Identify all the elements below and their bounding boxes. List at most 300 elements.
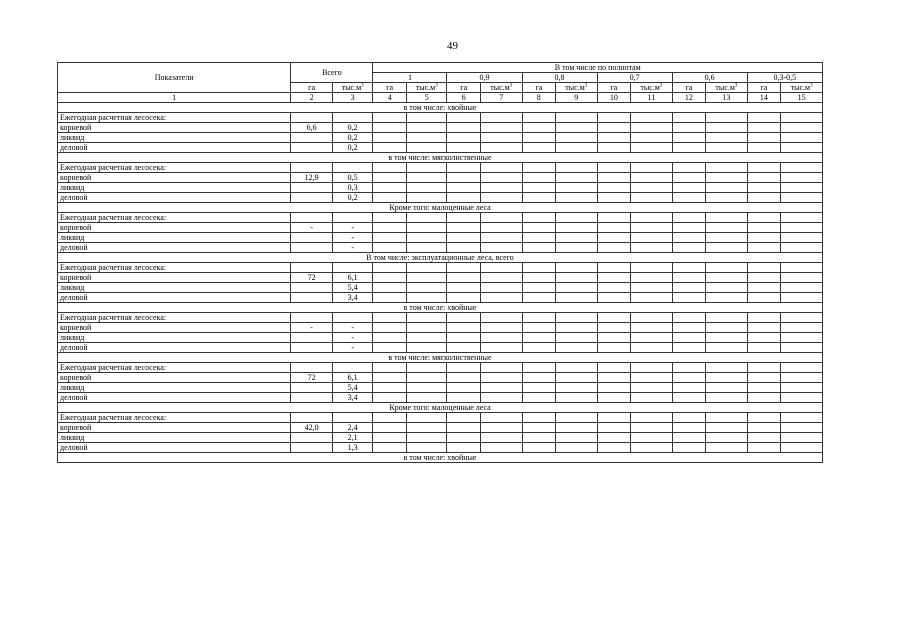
density-cell	[556, 113, 598, 123]
section-title: в том числе: хвойные	[58, 103, 823, 113]
unit-vol-text: тыс.м	[640, 83, 660, 92]
density-cell	[631, 323, 673, 333]
density-cell	[480, 133, 522, 143]
column-number: 11	[631, 93, 673, 103]
density-cell	[556, 343, 598, 353]
density-cell	[556, 193, 598, 203]
column-number: 6	[447, 93, 480, 103]
density-cell	[597, 243, 630, 253]
forest-harvest-table	[57, 62, 823, 463]
density-cell	[597, 163, 630, 173]
total-volume-cell: 0,2	[332, 133, 373, 143]
density-cell	[447, 133, 480, 143]
density-cell	[556, 213, 598, 223]
density-cell	[480, 233, 522, 243]
density-cell	[747, 113, 780, 123]
section-title-row	[58, 303, 823, 313]
density-cell	[480, 243, 522, 253]
density-cell	[480, 173, 522, 183]
density-cell	[631, 373, 673, 383]
section-title-row	[58, 403, 823, 413]
density-cell	[631, 163, 673, 173]
density-cell	[373, 173, 406, 183]
density-cell	[781, 283, 823, 293]
density-cell	[480, 113, 522, 123]
density-cell	[447, 183, 480, 193]
density-cell	[781, 163, 823, 173]
density-cell	[373, 143, 406, 153]
density-cell	[406, 333, 447, 343]
table-row	[58, 283, 823, 293]
density-cell	[747, 273, 780, 283]
unit-ha: га	[747, 83, 780, 93]
density-cell	[373, 233, 406, 243]
header-density: 0,3-0,5	[747, 73, 822, 83]
total-volume-cell: 0,3	[332, 183, 373, 193]
table-row	[58, 323, 823, 333]
density-cell	[631, 243, 673, 253]
column-number: 4	[373, 93, 406, 103]
density-cell	[672, 143, 705, 153]
table-row	[58, 183, 823, 193]
density-cell	[522, 383, 555, 393]
table-body	[58, 63, 823, 463]
header-row-1	[58, 63, 823, 73]
density-cell	[406, 243, 447, 253]
density-cell	[781, 393, 823, 403]
row-label: ликвид	[58, 183, 291, 193]
total-volume-cell: 2,4	[332, 423, 373, 433]
total-volume-cell: 2,1	[332, 433, 373, 443]
row-label: ликвид	[58, 283, 291, 293]
unit-ha: га	[291, 83, 333, 93]
row-label: корневой	[58, 323, 291, 333]
row-label: ликвид	[58, 133, 291, 143]
unit-vol	[332, 83, 373, 93]
density-cell	[556, 423, 598, 433]
density-cell	[522, 443, 555, 453]
density-cell	[373, 393, 406, 403]
density-cell	[631, 133, 673, 143]
density-cell	[522, 433, 555, 443]
density-cell	[556, 333, 598, 343]
density-cell	[522, 283, 555, 293]
total-ha-cell: 42,0	[291, 423, 333, 433]
density-cell	[672, 273, 705, 283]
table-row	[58, 213, 823, 223]
density-cell	[631, 173, 673, 183]
density-cell	[706, 443, 748, 453]
density-cell	[373, 433, 406, 443]
column-number: 2	[291, 93, 333, 103]
density-cell	[522, 293, 555, 303]
density-cell	[556, 413, 598, 423]
density-cell	[447, 283, 480, 293]
density-cell	[480, 143, 522, 153]
density-cell	[672, 313, 705, 323]
row-label: ликвид	[58, 233, 291, 243]
unit-vol-text: тыс.м	[415, 83, 436, 92]
table-row	[58, 263, 823, 273]
density-cell	[672, 443, 705, 453]
unit-vol-superscript: 3	[584, 83, 588, 89]
row-label: ликвид	[58, 433, 291, 443]
section-title-row	[58, 103, 823, 113]
density-cell	[480, 323, 522, 333]
table-row	[58, 363, 823, 373]
density-cell	[597, 273, 630, 283]
header-total: Всего	[291, 63, 373, 83]
density-cell	[373, 413, 406, 423]
density-cell	[406, 173, 447, 183]
total-ha-cell: 6,6	[291, 123, 333, 133]
density-cell	[406, 233, 447, 243]
table-row	[58, 173, 823, 183]
density-cell	[406, 313, 447, 323]
table-row	[58, 343, 823, 353]
density-cell	[480, 363, 522, 373]
total-ha-cell	[291, 263, 333, 273]
density-cell	[597, 323, 630, 333]
density-cell	[522, 413, 555, 423]
row-label: корневой	[58, 423, 291, 433]
density-cell	[631, 263, 673, 273]
density-cell	[447, 163, 480, 173]
density-cell	[447, 333, 480, 343]
density-cell	[373, 113, 406, 123]
total-volume-cell: 0,2	[332, 193, 373, 203]
density-cell	[781, 383, 823, 393]
section-title-row	[58, 253, 823, 263]
column-number: 3	[332, 93, 373, 103]
density-cell	[597, 443, 630, 453]
total-volume-cell	[332, 113, 373, 123]
column-number: 5	[406, 93, 447, 103]
density-cell	[556, 163, 598, 173]
density-cell	[522, 183, 555, 193]
row-label: деловой	[58, 243, 291, 253]
density-cell	[373, 423, 406, 433]
section-title-row	[58, 203, 823, 213]
density-cell	[781, 313, 823, 323]
total-ha-cell	[291, 193, 333, 203]
row-label: корневой	[58, 223, 291, 233]
density-cell	[781, 413, 823, 423]
table-row	[58, 233, 823, 243]
density-cell	[747, 123, 780, 133]
density-cell	[373, 333, 406, 343]
density-cell	[556, 263, 598, 273]
unit-vol-text: тыс.м	[790, 83, 811, 92]
density-cell	[480, 343, 522, 353]
density-cell	[672, 393, 705, 403]
density-cell	[747, 293, 780, 303]
density-cell	[522, 373, 555, 383]
table-row	[58, 423, 823, 433]
total-volume-cell: -	[332, 223, 373, 233]
total-ha-cell	[291, 163, 333, 173]
table-row	[58, 243, 823, 253]
unit-vol	[781, 83, 823, 93]
density-cell	[747, 393, 780, 403]
total-volume-cell: 5,4	[332, 283, 373, 293]
total-volume-cell: 0,5	[332, 173, 373, 183]
density-cell	[706, 133, 748, 143]
density-cell	[747, 233, 780, 243]
table-row	[58, 113, 823, 123]
total-ha-cell	[291, 343, 333, 353]
density-cell	[406, 323, 447, 333]
density-cell	[522, 263, 555, 273]
table-row	[58, 193, 823, 203]
density-cell	[373, 243, 406, 253]
density-cell	[447, 373, 480, 383]
unit-ha: га	[522, 83, 555, 93]
row-label: Ежегодная расчетная лесосека:	[58, 263, 291, 273]
density-cell	[631, 143, 673, 153]
density-cell	[373, 373, 406, 383]
density-cell	[747, 173, 780, 183]
density-cell	[781, 433, 823, 443]
section-title: В том числе: эксплуатационные леса, всего	[58, 253, 823, 263]
density-cell	[781, 293, 823, 303]
total-ha-cell	[291, 443, 333, 453]
density-cell	[631, 423, 673, 433]
density-cell	[447, 123, 480, 133]
density-cell	[672, 233, 705, 243]
density-cell	[373, 263, 406, 273]
density-cell	[522, 333, 555, 343]
density-cell	[556, 223, 598, 233]
total-volume-cell: 3,4	[332, 293, 373, 303]
unit-vol	[706, 83, 748, 93]
column-number: 13	[706, 93, 748, 103]
density-cell	[556, 323, 598, 333]
density-cell	[672, 113, 705, 123]
unit-vol	[556, 83, 598, 93]
density-cell	[631, 443, 673, 453]
density-cell	[447, 313, 480, 323]
density-cell	[597, 223, 630, 233]
density-cell	[522, 323, 555, 333]
density-cell	[480, 313, 522, 323]
unit-ha: га	[597, 83, 630, 93]
density-cell	[747, 343, 780, 353]
density-cell	[706, 283, 748, 293]
density-cell	[556, 373, 598, 383]
density-cell	[406, 383, 447, 393]
density-cell	[447, 233, 480, 243]
unit-ha: га	[447, 83, 480, 93]
density-cell	[781, 363, 823, 373]
density-cell	[447, 243, 480, 253]
density-cell	[597, 283, 630, 293]
table-row	[58, 373, 823, 383]
density-cell	[747, 413, 780, 423]
total-volume-cell: 0,2	[332, 123, 373, 133]
total-ha-cell	[291, 413, 333, 423]
density-cell	[706, 323, 748, 333]
total-volume-cell: 0,2	[332, 143, 373, 153]
density-cell	[706, 123, 748, 133]
unit-ha: га	[672, 83, 705, 93]
density-cell	[706, 373, 748, 383]
density-cell	[747, 383, 780, 393]
density-cell	[556, 143, 598, 153]
density-cell	[706, 193, 748, 203]
density-cell	[522, 363, 555, 373]
total-volume-cell: 1,3	[332, 443, 373, 453]
density-cell	[556, 133, 598, 143]
density-cell	[480, 333, 522, 343]
density-cell	[672, 193, 705, 203]
table-row	[58, 443, 823, 453]
density-cell	[781, 233, 823, 243]
total-ha-cell: 12,9	[291, 173, 333, 183]
header-by-density: В том числе по полнотам	[373, 63, 823, 73]
total-ha-cell	[291, 233, 333, 243]
density-cell	[522, 313, 555, 323]
total-volume-cell: -	[332, 343, 373, 353]
column-numbers-row	[58, 93, 823, 103]
density-cell	[706, 113, 748, 123]
density-cell	[480, 393, 522, 403]
density-cell	[556, 383, 598, 393]
density-cell	[672, 283, 705, 293]
density-cell	[706, 423, 748, 433]
density-cell	[781, 193, 823, 203]
unit-vol-superscript: 3	[734, 83, 738, 89]
density-cell	[373, 123, 406, 133]
density-cell	[672, 133, 705, 143]
column-number: 9	[556, 93, 598, 103]
header-density: 0,9	[447, 73, 522, 83]
density-cell	[480, 283, 522, 293]
density-cell	[706, 313, 748, 323]
page-number: 49	[447, 40, 458, 52]
density-cell	[480, 423, 522, 433]
density-cell	[556, 233, 598, 243]
density-cell	[480, 213, 522, 223]
density-cell	[706, 223, 748, 233]
density-cell	[747, 193, 780, 203]
density-cell	[480, 433, 522, 443]
density-cell	[373, 163, 406, 173]
total-volume-cell	[332, 263, 373, 273]
density-cell	[406, 433, 447, 443]
row-label: Ежегодная расчетная лесосека:	[58, 113, 291, 123]
density-cell	[556, 363, 598, 373]
density-cell	[781, 423, 823, 433]
density-cell	[672, 123, 705, 133]
density-cell	[522, 193, 555, 203]
density-cell	[597, 263, 630, 273]
density-cell	[747, 313, 780, 323]
density-cell	[672, 333, 705, 343]
density-cell	[447, 293, 480, 303]
density-cell	[706, 243, 748, 253]
section-title: в том числе: хвойные	[58, 303, 823, 313]
density-cell	[373, 343, 406, 353]
table-row	[58, 413, 823, 423]
density-cell	[781, 373, 823, 383]
density-cell	[522, 273, 555, 283]
column-number: 14	[747, 93, 780, 103]
density-cell	[373, 223, 406, 233]
column-number: 1	[58, 93, 291, 103]
density-cell	[781, 113, 823, 123]
density-cell	[672, 293, 705, 303]
total-ha-cell	[291, 113, 333, 123]
section-title-row	[58, 453, 823, 463]
row-label: корневой	[58, 173, 291, 183]
density-cell	[672, 343, 705, 353]
total-ha-cell	[291, 293, 333, 303]
density-cell	[672, 413, 705, 423]
total-ha-cell: -	[291, 223, 333, 233]
density-cell	[597, 173, 630, 183]
density-cell	[556, 273, 598, 283]
density-cell	[631, 393, 673, 403]
density-cell	[597, 113, 630, 123]
density-cell	[406, 393, 447, 403]
density-cell	[447, 413, 480, 423]
density-cell	[631, 333, 673, 343]
table-row	[58, 133, 823, 143]
density-cell	[406, 273, 447, 283]
density-cell	[406, 263, 447, 273]
unit-vol	[631, 83, 673, 93]
density-cell	[373, 193, 406, 203]
row-label: деловой	[58, 393, 291, 403]
density-cell	[781, 133, 823, 143]
density-cell	[447, 263, 480, 273]
density-cell	[480, 443, 522, 453]
density-cell	[631, 313, 673, 323]
total-volume-cell	[332, 363, 373, 373]
row-label: Ежегодная расчетная лесосека:	[58, 413, 291, 423]
density-cell	[406, 293, 447, 303]
density-cell	[747, 133, 780, 143]
density-cell	[447, 363, 480, 373]
density-cell	[373, 363, 406, 373]
total-volume-cell	[332, 163, 373, 173]
density-cell	[672, 173, 705, 183]
density-cell	[597, 373, 630, 383]
density-cell	[406, 143, 447, 153]
density-cell	[706, 173, 748, 183]
total-ha-cell	[291, 243, 333, 253]
density-cell	[522, 343, 555, 353]
unit-vol-superscript: 3	[509, 83, 513, 89]
density-cell	[522, 133, 555, 143]
unit-vol-superscript: 3	[361, 83, 364, 89]
total-ha-cell: -	[291, 323, 333, 333]
table-row	[58, 433, 823, 443]
density-cell	[781, 123, 823, 133]
density-cell	[447, 213, 480, 223]
section-title: в том числе: хвойные	[58, 453, 823, 463]
density-cell	[373, 283, 406, 293]
table-row	[58, 223, 823, 233]
total-volume-cell	[332, 413, 373, 423]
density-cell	[631, 123, 673, 133]
density-cell	[631, 113, 673, 123]
density-cell	[706, 433, 748, 443]
row-label: Ежегодная расчетная лесосека:	[58, 363, 291, 373]
density-cell	[447, 423, 480, 433]
density-cell	[706, 273, 748, 283]
